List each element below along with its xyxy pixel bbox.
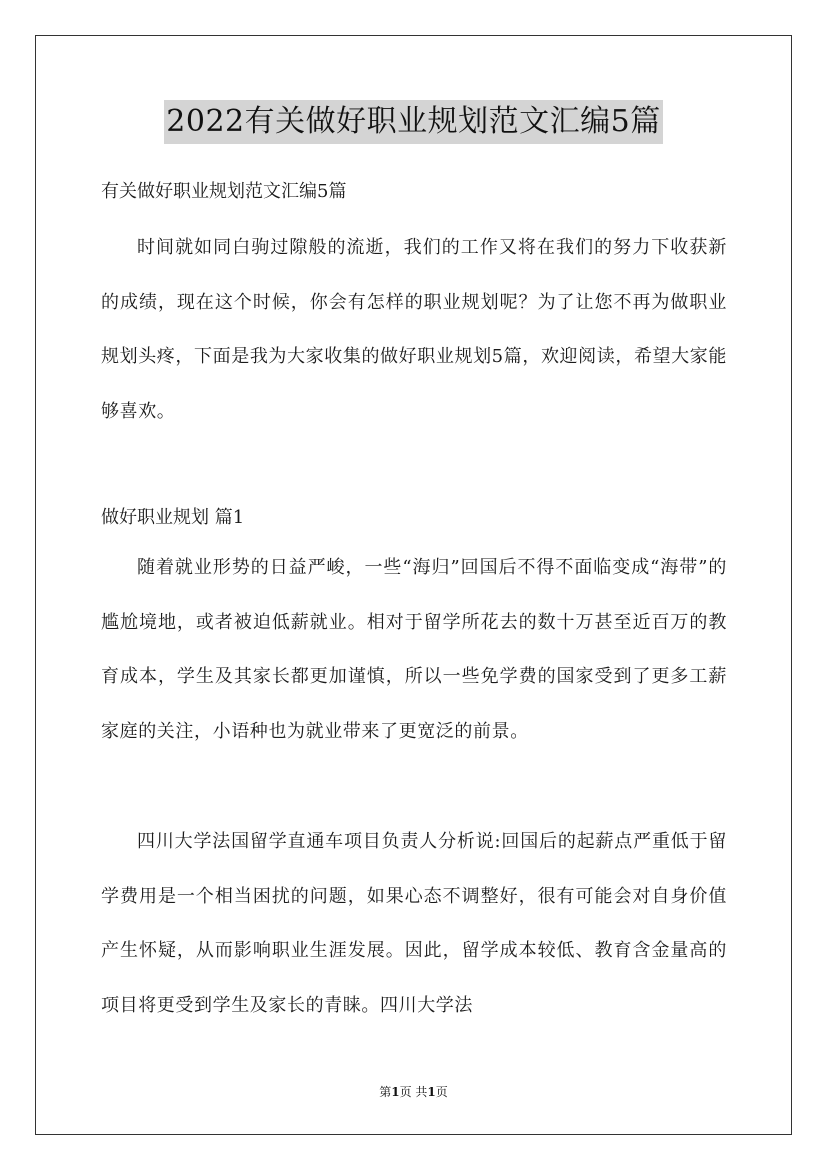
body-paragraph-2: 四川大学法国留学直通车项目负责人分析说:回国后的起薪点严重低于留学费用是一个相当困扰的问题，如果心态不调整好，很有可能会对自身价值产生怀疑，从而影响职业生涯发展。因此，留学成本较低、教育含金量高的项目将更受到学生及家长的青睐。四川大学法 <box>101 831 727 1016</box>
body-paragraph-1: 随着就业形势的日益严峻，一些“海归”回国后不得不面临变成“海带”的尴尬境地，或者被迫低薪就业。相对于留学所花去的数十万甚至近百万的教育成本，学生及其家长都更加谨慎，所以一些免学费的国家受到了更多工薪家庭的关注，小语种也为就业带来了更宽泛的前景。 <box>101 557 727 742</box>
title-container <box>0 100 827 144</box>
footer-page-suffix: 页 <box>435 1085 448 1099</box>
footer-page-number: 1 <box>391 1085 400 1099</box>
footer-page-mid: 页 共 <box>399 1085 428 1099</box>
footer-total-pages: 1 <box>427 1085 436 1099</box>
document-subtitle: 有关做好职业规划范文汇编5篇 <box>101 181 347 202</box>
section-heading: 做好职业规划 篇1 <box>101 507 245 528</box>
intro-paragraph: 时间就如同白驹过隙般的流逝，我们的工作又将在我们的努力下收获新的成绩，现在这个时候，你会有怎样的职业规划呢？为了让您不再为做职业规划头疼，下面是我为大家收集的做好职业规划5篇，欢迎阅读，希望大家能够喜欢。 <box>101 237 727 422</box>
document-title: 2022有关做好职业规划范文汇编5篇 <box>164 100 662 144</box>
footer-page-prefix: 第 <box>379 1085 392 1099</box>
page-footer <box>0 1083 827 1101</box>
